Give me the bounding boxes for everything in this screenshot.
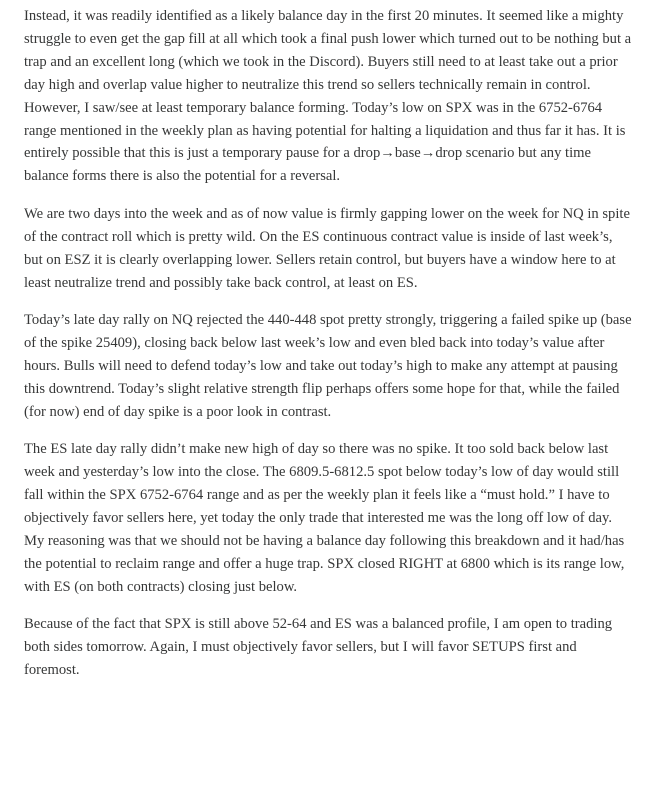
- paragraph-tomorrow-plan: Because of the fact that SPX is still above 52-64 and ES was a balanced profile, I am open to trading both sides tomorrow. Again, I must objectively favor sellers, but I will favor SETUPS first and foremost.: [24, 616, 613, 678]
- paragraph-balance-day: Instead, it was readily identified as a likely balance day in the first 20 minutes. It seemed like a mighty struggle to even get the gap fill at all which took a final push lower which turned out to be nothing but a trap and an excellent long (which we took in the Discord). Buyers still need to at least take out a prior day high and overlap value higher to neutralize this trend so sellers technically remain in control. However, I saw/see at least temporary balance forming. Today’s low on SPX was in the 6752-6764 range mentioned in the weekly plan as having potential for halting a liquidation and thus far it has. It is entirely possible that this is just a temporary pause for a drop→base→drop scenario but any time balance forms there is also the potential for a reversal.: [24, 8, 632, 185]
- paragraph-weekly-value: We are two days into the week and as of now value is firmly gapping lower on the week for NQ in spite of the contract roll which is pretty wild. On the ES continuous contract value is inside of last week’s, but on ESZ it is clearly overlapping lower. Sellers retain control, but buyers have a window here to at least neutralize trend and possibly take back control, at least on ES.: [24, 205, 630, 291]
- paragraph-nq-rally: Today’s late day rally on NQ rejected the 440-448 spot pretty strongly, triggering a failed spike up (base of the spike 25409), closing back below last week’s low and even bled back into today’s value after hours. Bulls will need to defend today’s low and take out today’s high to make any attempt at pausing this downtrend. Today’s slight relative strength flip perhaps offers some hope for that, while the failed (for now) end of day spike is a poor look in contrast.: [24, 312, 632, 420]
- article-body: [24, 5, 634, 682]
- paragraph-es-rally: The ES late day rally didn’t make new high of day so there was no spike. It too sold back below last week and yesterday’s low into the close. The 6809.5-6812.5 spot below today’s low of day would still fall within the SPX 6752-6764 range and as per the weekly plan it feels like a “must hold.” I have to objectively favor sellers here, yet today the only trade that interested me was the long off low of day. My reasoning was that we should not be having a balance day following this breakdown and it had/has the potential to reclaim range and offer a huge trap. SPX closed RIGHT at 6800 which is its range low, with ES (on both contracts) closing just below.: [24, 441, 625, 595]
